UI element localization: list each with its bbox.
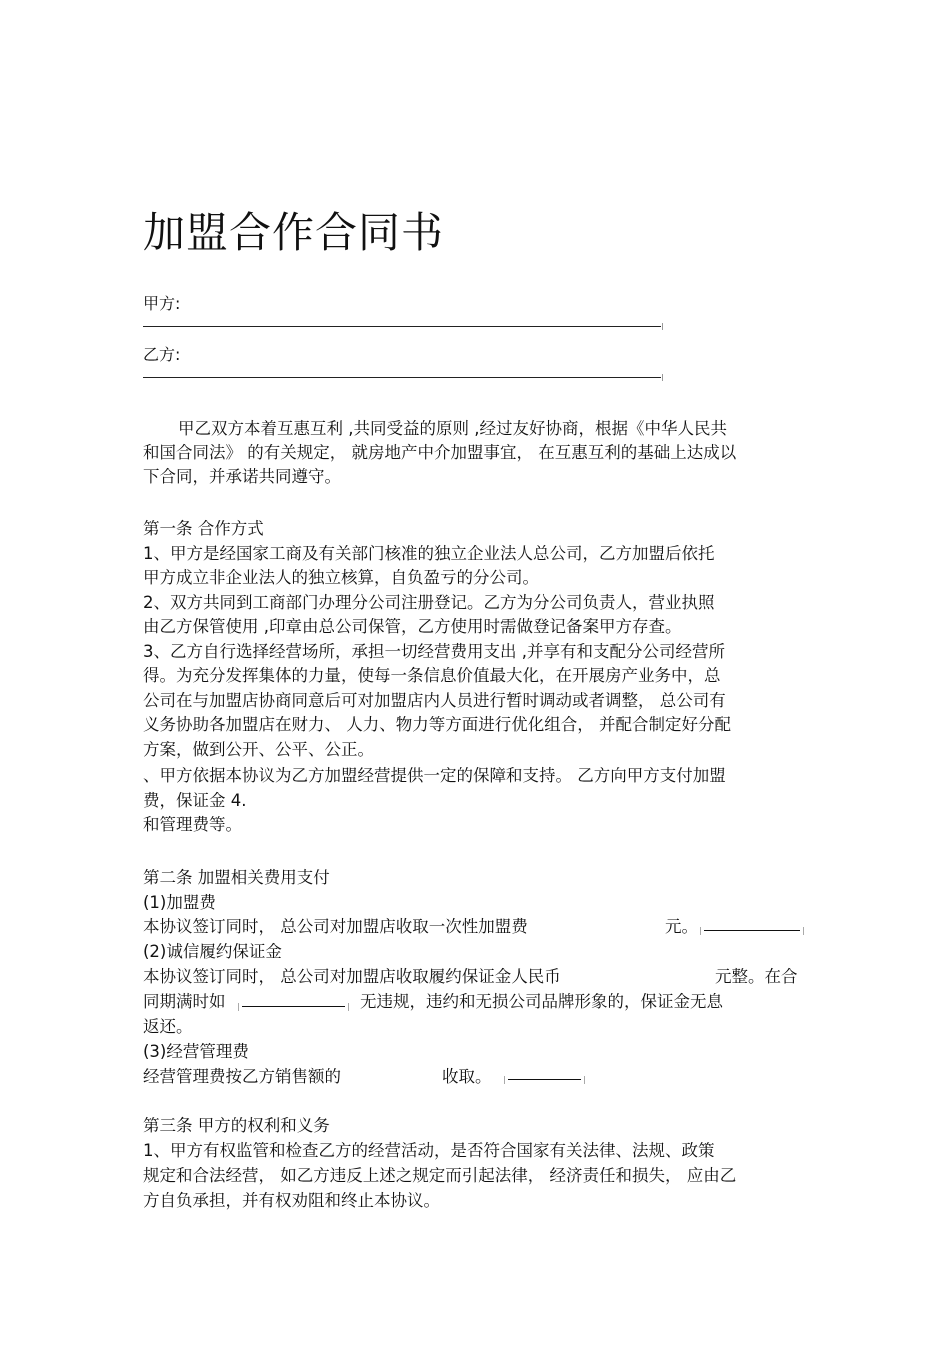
article1-line: 方案，做到公开、公平、公正。: [143, 740, 374, 759]
article1-line: 义务协助各加盟店在财力、 人力、物力等方面进行优化组合， 并配合制定好分配: [143, 715, 731, 734]
article1-line: 得。为充分发挥集体的力量，使每一条信息价值最大化，在开展房产业务中，总: [143, 666, 721, 685]
article2-heading: 第二条 加盟相关费用支付: [143, 868, 330, 887]
article3-line: 方自负承担，并有权劝阻和终止本协议。: [143, 1191, 440, 1210]
article3-line: 规定和合法经营， 如乙方违反上述之规定而引起法律， 经济责任和损失， 应由乙: [143, 1166, 737, 1185]
article1-heading: 第一条 合作方式: [143, 519, 264, 538]
management-fee-blank: [508, 1079, 581, 1080]
fee-item-text: 返还。: [143, 1017, 193, 1036]
party-a-label: 甲方:: [143, 294, 181, 313]
article1-line: 2、双方共同到工商部门办理分公司注册登记。乙方为分公司负责人，营业执照: [143, 593, 715, 612]
franchise-fee-blank: [704, 930, 800, 931]
party-a-line: [143, 326, 661, 327]
fee-item-unit: 元整。在合: [715, 967, 798, 986]
fee-item-title: (3)经营管理费: [143, 1042, 249, 1061]
party-b-label: 乙方:: [143, 345, 181, 364]
article1-line: 和管理费等。: [143, 815, 242, 834]
document-title: 加盟合作合同书: [143, 208, 445, 257]
intro-line: 和国合同法》 的有关规定， 就房地产中介加盟事宜， 在互惠互利的基础上达成以: [143, 443, 737, 462]
article1-line: 由乙方保管使用 ,印章由总公司保管，乙方使用时需做登记备案甲方存查。: [143, 617, 682, 636]
fee-item-text: 本协议签订同时， 总公司对加盟店收取一次性加盟费: [143, 917, 528, 936]
article1-line: 公司在与加盟店协商同意后可对加盟店内人员进行暂时调动或者调整， 总公司有: [143, 691, 726, 710]
deposit-blank: [242, 1006, 345, 1007]
fee-item-title: (1)加盟费: [143, 893, 216, 912]
article3-line: 1、甲方有权监管和检查乙方的经营活动，是否符合国家有关法律、法规、政策: [143, 1141, 715, 1160]
article3-heading: 第三条 甲方的权利和义务: [143, 1116, 330, 1135]
article1-line: 、甲方依据本协议为乙方加盟经营提供一定的保障和支持。 乙方向甲方支付加盟: [143, 766, 726, 785]
intro-line: 甲乙双方本着互惠互利 ,共同受益的原则 ,经过友好协商，根据《中华人民共: [178, 419, 727, 438]
fee-item-unit: 元。: [665, 917, 698, 936]
fee-item-title: (2)诚信履约保证金: [143, 942, 282, 961]
fee-item-text: 同期满时如: [143, 992, 226, 1011]
party-b-line: [143, 377, 661, 378]
intro-line: 下合同，并承诺共同遵守。: [143, 467, 341, 486]
fee-item-text: 无违规，违约和无损公司品牌形象的，保证金无息: [360, 992, 723, 1011]
fee-item-text: 经营管理费按乙方销售额的: [143, 1067, 341, 1086]
fee-item-text: 本协议签订同时， 总公司对加盟店收取履约保证金人民币: [143, 967, 561, 986]
fee-item-unit: 收取。: [442, 1067, 492, 1086]
article1-line: 1、甲方是经国家工商及有关部门核准的独立企业法人总公司，乙方加盟后依托: [143, 544, 715, 563]
article1-line: 3、乙方自行选择经营场所，承担一切经营费用支出 ,并享有和支配分公司经营所: [143, 642, 725, 661]
article1-line: 费，保证金 4.: [143, 791, 247, 810]
article1-line: 甲方成立非企业法人的独立核算，自负盈亏的分公司。: [143, 568, 539, 587]
